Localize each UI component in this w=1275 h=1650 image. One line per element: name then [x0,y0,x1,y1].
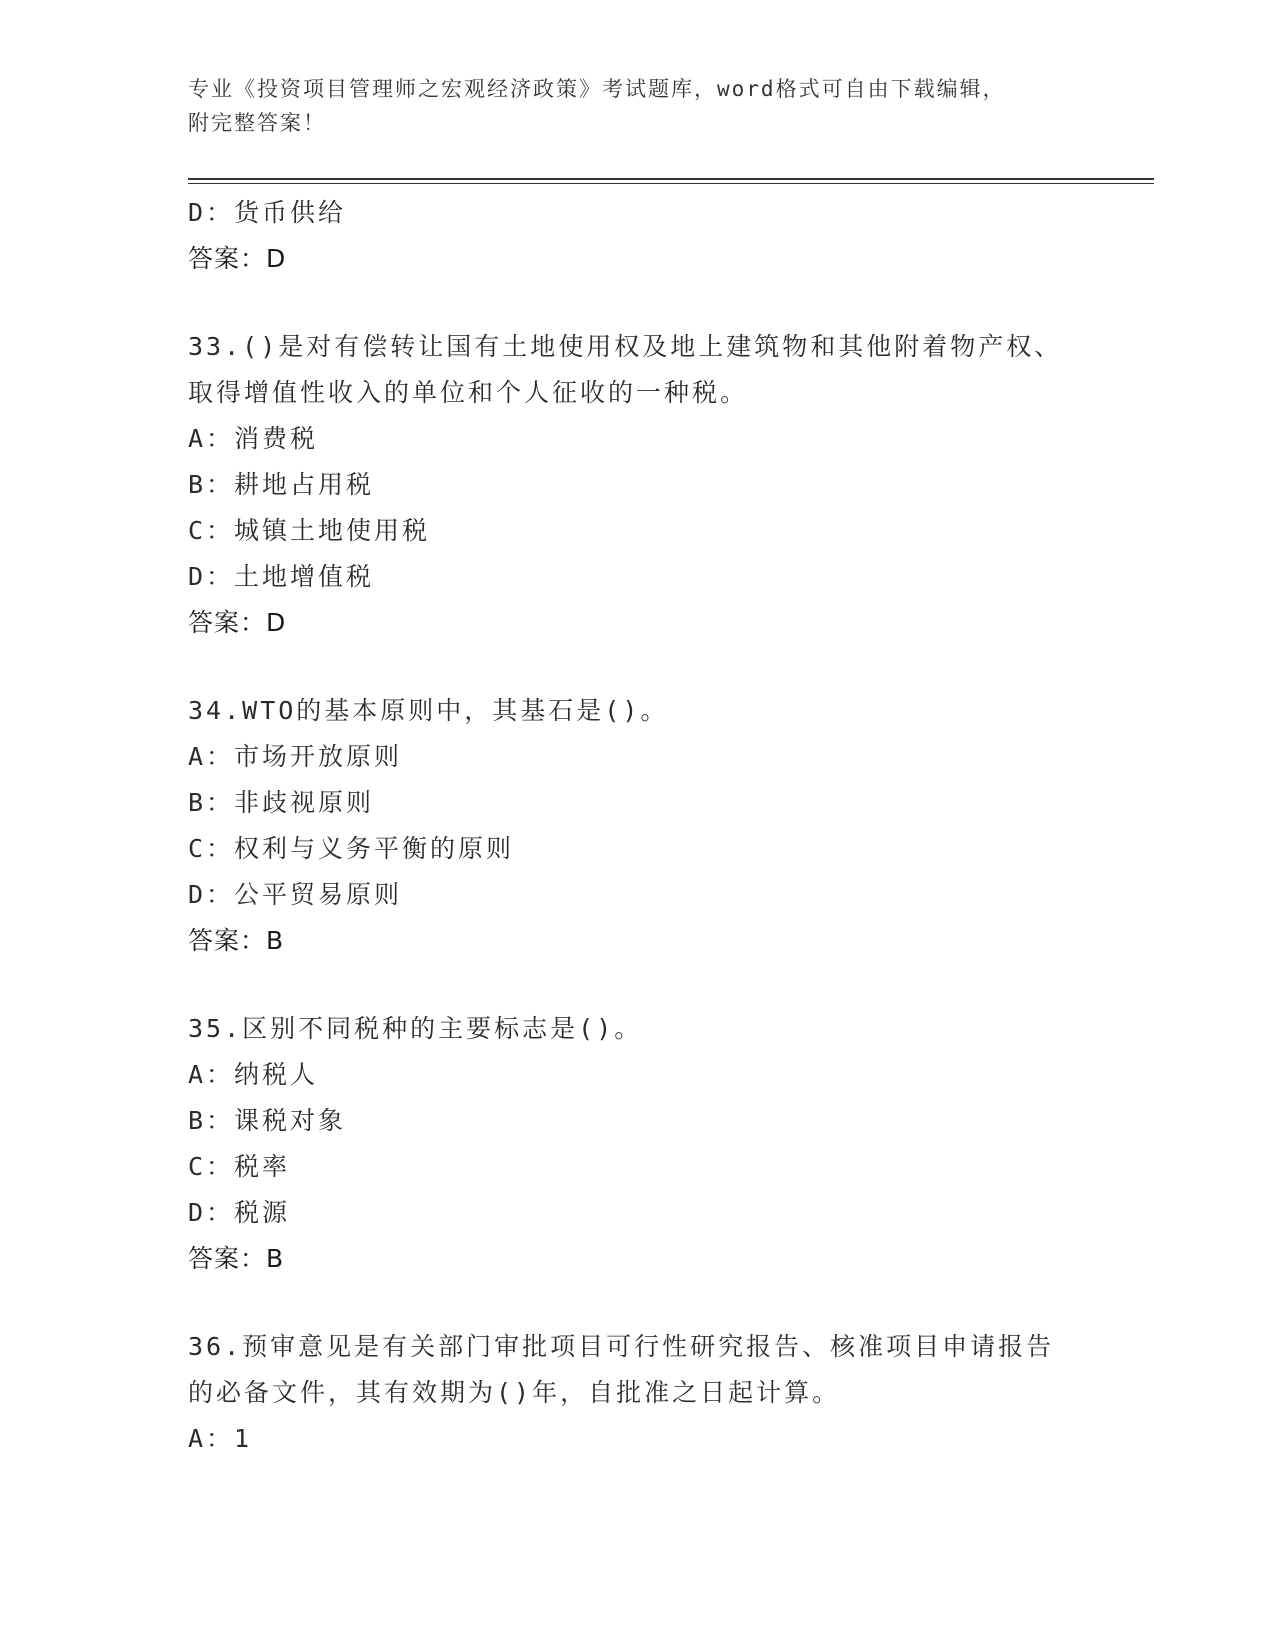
option-text: 市场开放原则 [234,742,403,771]
option-d [188,872,1088,918]
question-stem-line-2: 的必备文件，其有效期为()年，自批准之日起计算。 [188,1378,841,1407]
option-label: C： [188,516,235,545]
option-d [188,1190,1088,1236]
question-spacer [188,964,1088,1006]
option-text: 公平贸易原则 [234,880,403,909]
answer-line: 答案：B [188,926,285,955]
option-d [188,190,1088,236]
header-line-2: 附完整答案！ [188,111,326,135]
option-text: 货币供给 [234,198,347,227]
option-label: D： [188,1198,235,1227]
option-text: 1 [234,1424,253,1453]
question-33 [188,324,1088,646]
option-c [188,1144,1088,1190]
question-stem-line-1: 33.()是对有偿转让国有土地使用权及地上建筑物和其他附着物产权、 [188,332,1063,361]
option-label: B： [188,470,235,499]
option-c [188,508,1088,554]
option-text: 税源 [234,1198,291,1227]
option-b [188,780,1088,826]
question-stem-line-1: 35.区别不同税种的主要标志是()。 [188,1014,643,1043]
option-label: D： [188,198,235,227]
answer-line: 答案：B [188,1244,285,1273]
option-text: 土地增值税 [234,562,375,591]
question-spacer [188,646,1088,688]
option-a [188,734,1088,780]
option-label: B： [188,1106,235,1135]
option-a [188,1416,1088,1462]
question-spacer [188,282,1088,324]
option-b [188,1098,1088,1144]
option-label: D： [188,880,235,909]
option-label: B： [188,788,235,817]
option-text: 耕地占用税 [234,470,375,499]
option-label: A： [188,742,235,771]
question-stem-line-2: 取得增值性收入的单位和个人征收的一种税。 [188,378,749,407]
option-text: 消费税 [234,424,319,453]
option-text: 税率 [234,1152,291,1181]
option-a [188,416,1088,462]
option-label: C： [188,834,235,863]
document-header [188,72,1138,140]
header-divider-thin [188,183,1154,184]
option-c [188,826,1088,872]
question-spacer [188,1282,1088,1324]
option-b [188,462,1088,508]
option-text: 权利与义务平衡的原则 [234,834,515,863]
question-32-tail [188,190,1088,282]
option-text: 非歧视原则 [234,788,375,817]
option-label: D： [188,562,235,591]
question-36 [188,1324,1088,1462]
option-text: 城镇土地使用税 [234,516,431,545]
question-35 [188,1006,1088,1282]
option-label: C： [188,1152,235,1181]
option-text: 纳税人 [234,1060,319,1089]
header-line-1: 专业《投资项目管理师之宏观经济政策》考试题库，word格式可自由下载编辑， [188,77,1006,101]
option-a [188,1052,1088,1098]
answer-line: 答案：D [188,608,287,637]
option-label: A： [188,1060,235,1089]
answer-line: 答案：D [188,244,287,273]
question-stem-line-1: 34.WTO的基本原则中，其基石是()。 [188,696,669,725]
question-list [188,190,1088,1462]
option-text: 课税对象 [234,1106,347,1135]
question-34 [188,688,1088,964]
option-label: A： [188,424,235,453]
header-divider-thick [188,178,1154,180]
option-d [188,554,1088,600]
question-stem-line-1: 36.预审意见是有关部门审批项目可行性研究报告、核准项目申请报告 [188,1332,1055,1361]
option-label: A： [188,1424,235,1453]
